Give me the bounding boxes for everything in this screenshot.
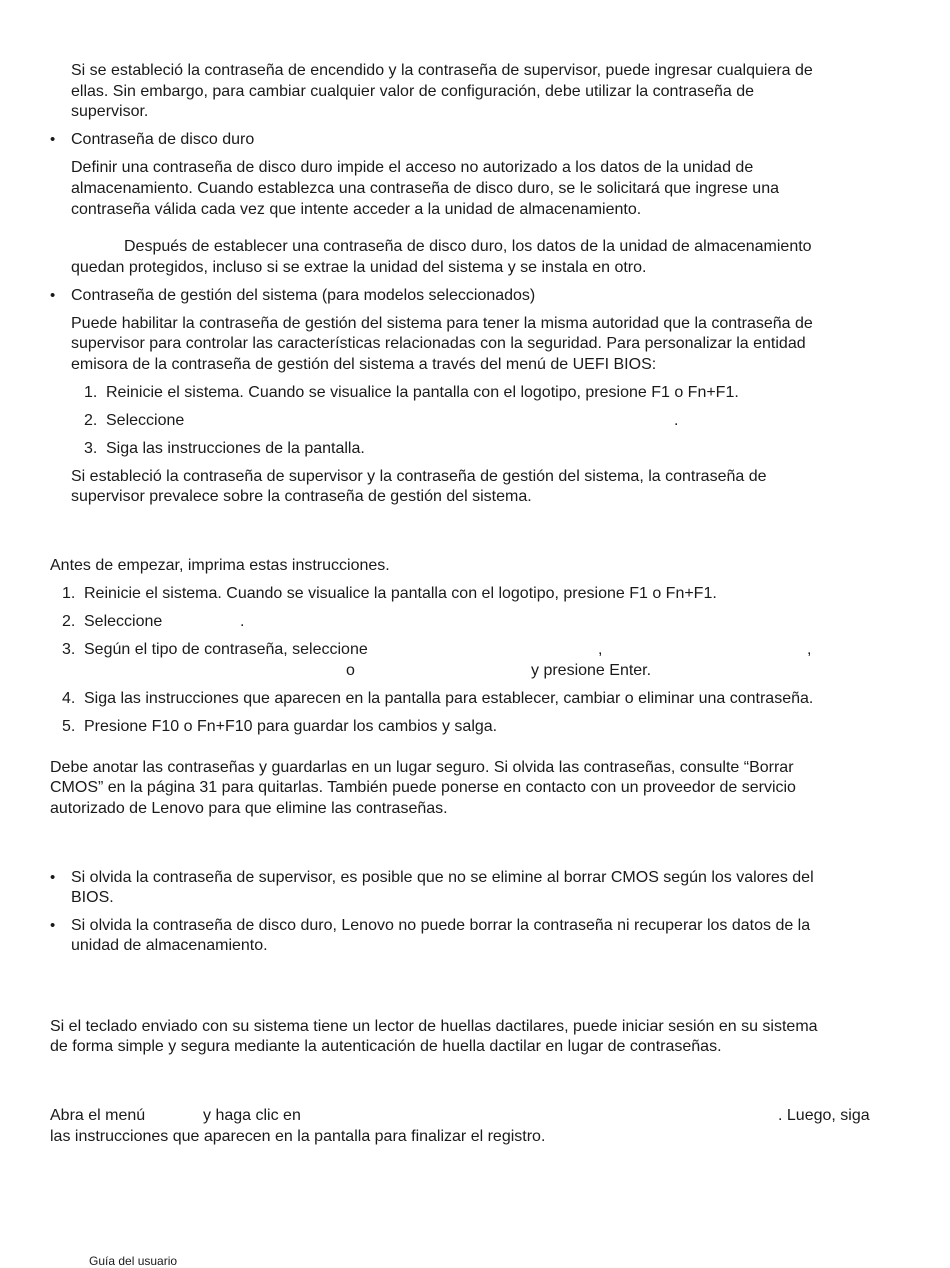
setpw-step-4: Siga las instrucciones que aparecen en la pantalla para establecer, cambiar o eliminar una contraseña. <box>84 690 814 707</box>
sysmgmt-step-2-period: . <box>674 412 679 429</box>
setpw-step-2: Seleccione <box>84 613 163 630</box>
bullet-forgot-supervisor: • <box>50 869 56 886</box>
setpw-reminder-2: CMOS” en la página 31 para quitarlas. También puede ponerse en contacto con un proveedor de servicio <box>50 779 796 796</box>
hdd-title: Contraseña de disco duro <box>71 131 255 148</box>
hdd-desc-3: contraseña válida cada vez que intente acceder a la unidad de almacenamiento. <box>71 201 642 218</box>
setpw-step-3-enter: y presione Enter. <box>531 662 652 679</box>
setpw-step-5-number: 5. <box>62 718 76 735</box>
sysmgmt-step-3-number: 3. <box>84 440 98 457</box>
sysmgmt-desc-3: emisora de la contraseña de gestión del sistema a través del menú de UEFI BIOS: <box>71 356 657 373</box>
setpw-intro: Antes de empezar, imprima estas instrucciones. <box>50 557 390 574</box>
setpw-step-3-comma-1: , <box>598 641 603 658</box>
setpw-step-4-number: 4. <box>62 690 76 707</box>
fingerprint-intro-2: de forma simple y segura mediante la autenticación de huella dactilar en lugar de contraseñas. <box>50 1038 722 1055</box>
bullet-forgot-hdd: • <box>50 917 56 934</box>
bullet-sysmgmt: • <box>50 287 56 304</box>
fingerprint-register-open-menu: Abra el menú <box>50 1107 146 1124</box>
forgot-supervisor-2: BIOS. <box>71 889 114 906</box>
footer-guide-label: Guía del usuario <box>89 1254 178 1268</box>
fingerprint-intro-1: Si el teclado enviado con su sistema tiene un lector de huellas dactilares, puede iniciar sesión en su sistema <box>50 1018 818 1035</box>
setpw-step-3-or: o <box>346 662 355 679</box>
setpw-reminder-3: autorizado de Lenovo para que elimine las contraseñas. <box>50 800 448 817</box>
hdd-desc-1: Definir una contraseña de disco duro impide el acceso no autorizado a los datos de la unidad de <box>71 159 754 176</box>
hdd-note-2: quedan protegidos, incluso si se extrae la unidad del sistema y se instala en otro. <box>71 259 647 276</box>
hdd-desc-2: almacenamiento. Cuando establezca una contraseña de disco duro, se le solicitará que ingrese una <box>71 180 779 197</box>
setpw-step-3-comma-2: , <box>807 641 812 658</box>
sysmgmt-desc-2: supervisor para controlar las características relacionadas con la seguridad. Para personalizar la entidad <box>71 335 806 352</box>
setpw-step-2-number: 2. <box>62 613 76 630</box>
sysmgmt-title: Contraseña de gestión del sistema (para modelos seleccionados) <box>71 287 536 304</box>
setpw-step-1-number: 1. <box>62 585 76 602</box>
setpw-step-3: Según el tipo de contraseña, seleccione <box>84 641 368 658</box>
fingerprint-register-then: . Luego, siga <box>778 1107 870 1124</box>
sysmgmt-desc-1: Puede habilitar la contraseña de gestión del sistema para tener la misma autoridad que la contraseña de <box>71 315 813 332</box>
sysmgmt-step-3: Siga las instrucciones de la pantalla. <box>106 440 365 457</box>
sysmgmt-step-2-number: 2. <box>84 412 98 429</box>
intro-line-3: supervisor. <box>71 103 149 120</box>
intro-line-1: Si se estableció la contraseña de encendido y la contraseña de supervisor, puede ingresar cualquiera de <box>71 62 813 79</box>
fingerprint-register-click: y haga clic en <box>203 1107 301 1124</box>
setpw-step-1: Reinicie el sistema. Cuando se visualice la pantalla con el logotipo, presione F1 o Fn+F1. <box>84 585 717 602</box>
bullet-hdd: • <box>50 131 56 148</box>
forgot-hdd-2: unidad de almacenamiento. <box>71 937 268 954</box>
intro-line-2: ellas. Sin embargo, para cambiar cualquier valor de configuración, debe utilizar la contraseña de <box>71 83 755 100</box>
hdd-note-1: Después de establecer una contraseña de disco duro, los datos de la unidad de almacenamiento <box>124 238 812 255</box>
sysmgmt-conclusion-1: Si estableció la contraseña de supervisor y la contraseña de gestión del sistema, la contraseña de <box>71 468 767 485</box>
setpw-step-3-number: 3. <box>62 641 76 658</box>
forgot-hdd-1: Si olvida la contraseña de disco duro, Lenovo no puede borrar la contraseña ni recuperar los datos de la <box>71 917 811 934</box>
sysmgmt-step-1-number: 1. <box>84 384 98 401</box>
setpw-reminder-1: Debe anotar las contraseñas y guardarlas en un lugar seguro. Si olvida las contraseñas, consulte “Borrar <box>50 759 794 776</box>
sysmgmt-conclusion-2: supervisor prevalece sobre la contraseña de gestión del sistema. <box>71 488 532 505</box>
sysmgmt-step-2: Seleccione <box>106 412 185 429</box>
forgot-supervisor-1: Si olvida la contraseña de supervisor, es posible que no se elimine al borrar CMOS según los valores del <box>71 869 814 886</box>
fingerprint-register-finish: las instrucciones que aparecen en la pantalla para finalizar el registro. <box>50 1128 546 1145</box>
setpw-step-5: Presione F10 o Fn+F10 para guardar los cambios y salga. <box>84 718 498 735</box>
sysmgmt-step-1: Reinicie el sistema. Cuando se visualice la pantalla con el logotipo, presione F1 o Fn+F1. <box>106 384 739 401</box>
setpw-step-2-period: . <box>240 613 245 630</box>
